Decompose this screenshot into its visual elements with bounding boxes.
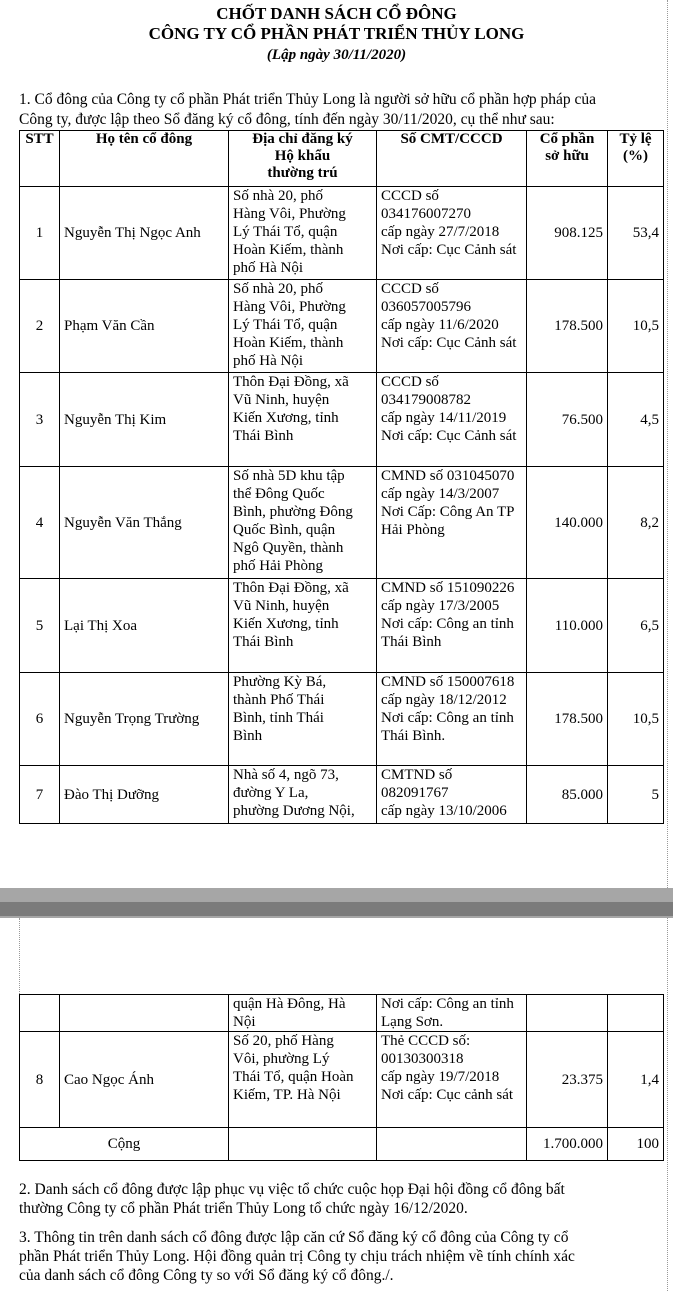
row-ratio: 4,5 (608, 373, 664, 467)
row-id: Thẻ CCCD số: 00130300318 cấp ngày 19/7/2018 Nơi cấp: Cục cảnh sát (377, 1032, 527, 1128)
note-3-line-3: của danh sách cổ đông Công ty so với Sổ đăng ký cổ đông./. (19, 1267, 394, 1284)
row-id: CMND số 031045070 cấp ngày 14/3/2007 Nơi Cấp: Công An TP Hải Phòng (377, 467, 527, 579)
header-stt: STT (20, 131, 60, 187)
row-id: Nơi cấp: Công an tỉnh Lạng Sơn. (377, 995, 527, 1032)
row-stt: 4 (20, 467, 60, 579)
row-name: Nguyễn Văn Thắng (60, 467, 229, 579)
row-ratio: 53,4 (608, 187, 664, 280)
table-row (20, 373, 664, 467)
row-name: Cao Ngọc Ánh (60, 1032, 229, 1128)
shareholder-table (19, 130, 664, 824)
row-address: Số nhà 20, phố Hàng Vôi, Phường Lý Thái Tổ, quận Hoàn Kiếm, thành phố Hà Nội (229, 187, 377, 280)
header-id-number: Số CMT/CCCD (377, 131, 527, 187)
table-row (20, 673, 664, 766)
row-stt (20, 995, 60, 1032)
row-name (60, 995, 229, 1032)
row-shares: 85.000 (527, 766, 608, 824)
row-shares: 178.500 (527, 280, 608, 373)
row-id: CCCD số 036057005796 cấp ngày 11/6/2020 Nơi cấp: Cục Cảnh sát (377, 280, 527, 373)
row-stt: 5 (20, 579, 60, 673)
total-empty (229, 1128, 377, 1161)
table-total-row (20, 1128, 664, 1161)
row-stt: 1 (20, 187, 60, 280)
note-3-line-1: 3. Thông tin trên danh sách cổ đông được lập căn cứ Sổ đăng ký cổ đông của Công ty cổ (19, 1229, 569, 1246)
margin-guide (667, 918, 668, 1291)
row-address: Nhà số 4, ngõ 73, đường Y La, phường Dương Nội, (229, 766, 377, 824)
row-shares: 908.125 (527, 187, 608, 280)
row-address: Thôn Đại Đồng, xã Vũ Ninh, huyện Kiến Xương, tỉnh Thái Bình (229, 373, 377, 467)
row-shares (527, 995, 608, 1032)
row-shares: 23.375 (527, 1032, 608, 1128)
row-shares: 178.500 (527, 673, 608, 766)
table-row (20, 579, 664, 673)
note-3-line-2: phần Phát triển Thủy Long. Hội đồng quản trị Công ty chịu trách nhiệm về tính chính xác (19, 1248, 575, 1265)
row-stt: 8 (20, 1032, 60, 1128)
note-2-line-2: thường Công ty cổ phần Phát triển Thủy Long tổ chức ngày 16/12/2020. (19, 1200, 468, 1217)
margin-guide (19, 918, 20, 994)
document-title: CHỐT DANH SÁCH CỔ ĐÔNG (216, 4, 457, 23)
note-2-line-1: 2. Danh sách cổ đông được lập phục vụ việc tổ chức cuộc họp Đại hội đồng cổ đông bất (19, 1181, 565, 1198)
intro-line-1: 1. Cổ đông của Công ty cổ phần Phát triển Thủy Long là người sở hữu cổ phần hợp pháp của (19, 91, 597, 108)
row-ratio: 6,5 (608, 579, 664, 673)
total-shares: 1.700.000 (527, 1128, 608, 1161)
row-address: Phường Kỳ Bá, thành Phố Thái Bình, tỉnh Thái Bình (229, 673, 377, 766)
margin-guide (667, 0, 668, 888)
row-name: Đào Thị Dưỡng (60, 766, 229, 824)
table-row (20, 280, 664, 373)
row-address: Số nhà 5D khu tập thể Đông Quốc Bình, phường Đông Quốc Bình, quận Ngô Quyền, thành phố Hải Phòng (229, 467, 377, 579)
row-ratio: 10,5 (608, 280, 664, 373)
row-id: CMND số 151090226 cấp ngày 17/3/2005 Nơi cấp: Công an tỉnh Thái Bình (377, 579, 527, 673)
total-empty (377, 1128, 527, 1161)
row-name: Phạm Văn Cần (60, 280, 229, 373)
header-shares: Cổ phần sở hữu (527, 131, 608, 187)
row-stt: 7 (20, 766, 60, 824)
row-ratio: 5 (608, 766, 664, 824)
page-separator-shadow (0, 902, 673, 916)
row-ratio (608, 995, 664, 1032)
row-name: Nguyễn Thị Ngọc Anh (60, 187, 229, 280)
row-ratio: 10,5 (608, 673, 664, 766)
shareholder-table-continued (19, 994, 664, 1161)
row-name: Nguyễn Trọng Trường (60, 673, 229, 766)
header-address: Địa chỉ đăng ký Hộ khẩu thường trú (229, 131, 377, 187)
row-shares: 110.000 (527, 579, 608, 673)
row-id: CMTND số 082091767 cấp ngày 13/10/2006 (377, 766, 527, 824)
row-shares: 140.000 (527, 467, 608, 579)
row-stt: 3 (20, 373, 60, 467)
document-page-2 (0, 918, 673, 1291)
table-row (20, 766, 664, 824)
row-id: CMND số 150007618 cấp ngày 18/12/2012 Nơi cấp: Công an tỉnh Thái Bình. (377, 673, 527, 766)
document-date: (Lập ngày 30/11/2020) (266, 47, 407, 63)
row-shares: 76.500 (527, 373, 608, 467)
row-address: Thôn Đại Đồng, xã Vũ Ninh, huyện Kiến Xương, tỉnh Thái Bình (229, 579, 377, 673)
total-label: Cộng (20, 1128, 229, 1161)
intro-line-2: Công ty, được lập theo Sổ đăng ký cổ đông, tính đến ngày 30/11/2020, cụ thể như sau: (19, 111, 555, 128)
table-row-continued (20, 995, 664, 1032)
row-name: Nguyễn Thị Kim (60, 373, 229, 467)
row-ratio: 8,2 (608, 467, 664, 579)
row-address: Số 20, phố Hàng Vôi, phường Lý Thái Tổ, quận Hoàn Kiếm, TP. Hà Nội (229, 1032, 377, 1128)
row-address: quận Hà Đông, Hà Nội (229, 995, 377, 1032)
total-ratio: 100 (608, 1128, 664, 1161)
row-address: Số nhà 20, phố Hàng Vôi, Phường Lý Thái Tổ, quận Hoàn Kiếm, thành phố Hà Nội (229, 280, 377, 373)
header-name: Họ tên cổ đông (60, 131, 229, 187)
table-header-row (20, 131, 664, 187)
row-stt: 6 (20, 673, 60, 766)
row-id: CCCD số 034176007270 cấp ngày 27/7/2018 Nơi cấp: Cục Cảnh sát (377, 187, 527, 280)
table-row (20, 1032, 664, 1128)
header-ratio: Tỷ lệ (%) (608, 131, 664, 187)
company-title: CÔNG TY CỔ PHẦN PHÁT TRIỂN THỦY LONG (148, 24, 525, 43)
row-stt: 2 (20, 280, 60, 373)
row-id: CCCD số 034179008782 cấp ngày 14/11/2019 Nơi cấp: Cục Cảnh sát (377, 373, 527, 467)
row-ratio: 1,4 (608, 1032, 664, 1128)
table-row (20, 187, 664, 280)
row-name: Lại Thị Xoa (60, 579, 229, 673)
table-row (20, 467, 664, 579)
